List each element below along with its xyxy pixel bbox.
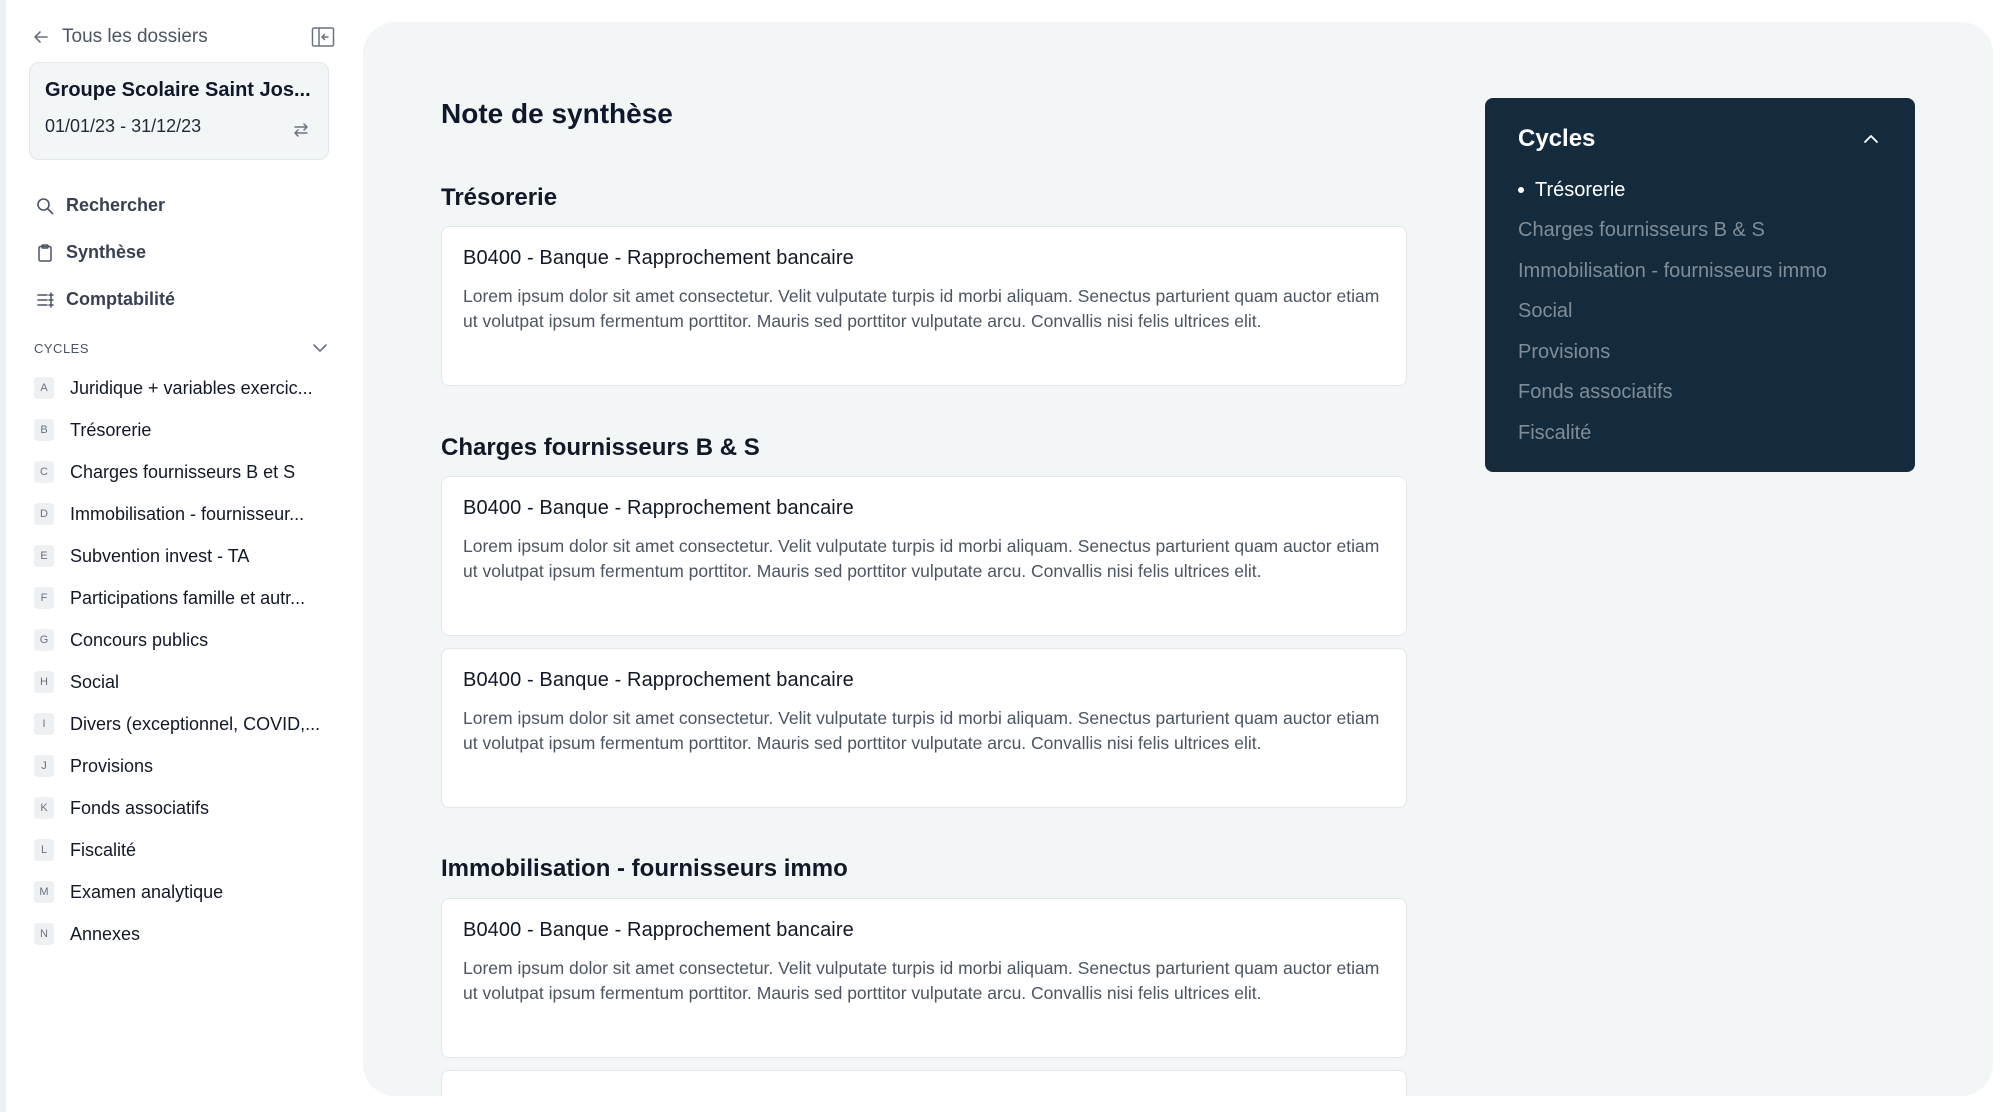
cycle-label: Annexes	[70, 923, 141, 944]
section-title-charges: Charges fournisseurs B & S	[441, 434, 760, 461]
cycle-letter-badge: K	[34, 797, 54, 819]
back-to-folders-link[interactable]	[30, 22, 336, 52]
toc-item-label: Provisions	[1518, 340, 1611, 363]
cycle-item-k[interactable]	[34, 787, 334, 829]
back-label: Tous les dossiers	[62, 26, 208, 47]
toc-item-tresorerie[interactable]	[1518, 170, 1882, 211]
sidebar	[6, 0, 356, 1112]
cycle-label: Social	[70, 671, 120, 692]
cycle-letter-badge: H	[34, 671, 54, 693]
cycle-item-d[interactable]	[34, 493, 334, 535]
note-card-title: B0400 - Banque - Rapprochement bancaire	[463, 919, 854, 941]
cycle-list	[34, 367, 334, 955]
main-content	[363, 22, 1993, 1096]
collapse-sidebar-icon[interactable]	[310, 24, 336, 50]
cycle-label: Charges fournisseurs B et S	[70, 461, 296, 482]
note-card-title: B0400 - Banque - Rapprochement bancaire	[463, 497, 854, 519]
note-card[interactable]	[441, 898, 1407, 1058]
nav-item-synthese[interactable]	[34, 229, 334, 276]
cycle-item-c[interactable]	[34, 451, 334, 493]
cycle-item-e[interactable]	[34, 535, 334, 577]
toc-item-label: Immobilisation - fournisseurs immo	[1518, 259, 1827, 282]
cycles-header-label: CYCLES	[34, 340, 90, 356]
cycle-letter-badge: A	[34, 377, 54, 399]
nav-item-search[interactable]	[34, 182, 334, 229]
cycle-letter-badge: M	[34, 881, 54, 903]
cycle-item-j[interactable]	[34, 745, 334, 787]
nav-label: Comptabilité	[66, 289, 176, 309]
toc-item-label: Social	[1518, 300, 1573, 323]
note-card[interactable]	[441, 476, 1407, 636]
current-file-card[interactable]	[29, 62, 329, 160]
clipboard-icon	[34, 242, 56, 264]
section-title-immobilisation: Immobilisation - fournisseurs immo	[441, 855, 848, 882]
file-dates: 01/01/23 - 31/12/23	[45, 116, 202, 136]
cycles-toc-panel	[1485, 98, 1915, 472]
nav-label: Rechercher	[66, 195, 166, 215]
cycle-letter-badge: D	[34, 503, 54, 525]
arrow-left-icon	[30, 26, 52, 48]
cycle-label: Subvention invest - TA	[70, 545, 250, 566]
cycle-letter-badge: I	[34, 713, 54, 735]
swap-icon[interactable]	[290, 119, 312, 141]
cycle-item-h[interactable]	[34, 661, 334, 703]
cycle-label: Immobilisation - fournisseur...	[70, 503, 305, 524]
cycle-label: Examen analytique	[70, 881, 224, 902]
cycle-label: Participations famille et autr...	[70, 587, 306, 608]
cycles-section-header[interactable]	[34, 337, 330, 359]
toc-item-label: Trésorerie	[1535, 178, 1626, 201]
toc-item-label: Fiscalité	[1518, 421, 1592, 444]
cycle-item-i[interactable]	[34, 703, 334, 745]
file-name: Groupe Scolaire Saint Jos...	[45, 79, 311, 101]
cycle-item-m[interactable]	[34, 871, 334, 913]
cycle-letter-badge: F	[34, 587, 54, 609]
nav-label: Synthèse	[66, 242, 147, 262]
cycle-letter-badge: G	[34, 629, 54, 651]
cycle-item-f[interactable]	[34, 577, 334, 619]
cycle-label: Provisions	[70, 755, 154, 776]
toc-item-fiscalite[interactable]	[1518, 413, 1882, 454]
toc-header[interactable]	[1518, 124, 1882, 154]
toc-item-provisions[interactable]	[1518, 332, 1882, 373]
cycle-letter-badge: C	[34, 461, 54, 483]
note-card-text: Lorem ipsum dolor sit amet consectetur. Velit vulputate turpis id morbi aliquam. Senectus parturient quam auctor etiam ut volutpat ipsum fermentum porttitor. Mauris sed porttitor vulputate arcu. Convallis nisi felis ultrices elit.	[463, 536, 1380, 581]
cycle-label: Trésorerie	[70, 419, 152, 440]
cycle-letter-badge: B	[34, 419, 54, 441]
cycle-item-b[interactable]	[34, 409, 334, 451]
list-icon	[34, 289, 56, 311]
cycle-item-n[interactable]	[34, 913, 334, 955]
cycle-label: Divers (exceptionnel, COVID,...	[70, 713, 321, 734]
cycle-letter-badge: N	[34, 923, 54, 945]
search-icon	[34, 195, 56, 217]
toc-item-charges[interactable]	[1518, 211, 1882, 252]
section-title-tresorerie: Trésorerie	[441, 184, 558, 211]
page-title: Note de synthèse	[441, 98, 673, 129]
toc-item-label: Charges fournisseurs B & S	[1518, 219, 1765, 242]
toc-item-social[interactable]	[1518, 292, 1882, 333]
cycle-item-g[interactable]	[34, 619, 334, 661]
note-card[interactable]	[441, 226, 1407, 386]
note-card[interactable]	[441, 648, 1407, 808]
active-bullet-icon	[1518, 187, 1524, 193]
cycle-label: Fiscalité	[70, 839, 137, 860]
note-card-title: B0400 - Banque - Rapprochement bancaire	[463, 669, 854, 691]
note-card-text: Lorem ipsum dolor sit amet consectetur. Velit vulputate turpis id morbi aliquam. Senectus parturient quam auctor etiam ut volutpat ipsum fermentum porttitor. Mauris sed porttitor vulputate arcu. Convallis nisi felis ultrices elit.	[463, 708, 1380, 753]
cycle-item-a[interactable]	[34, 367, 334, 409]
toc-title: Cycles	[1518, 125, 1596, 152]
note-card-title: B0400 - Banque - Rapprochement bancaire	[463, 247, 854, 269]
cycle-letter-badge: E	[34, 545, 54, 567]
cycle-letter-badge: L	[34, 839, 54, 861]
toc-item-immobilisation[interactable]	[1518, 251, 1882, 292]
note-card-partial[interactable]	[441, 1070, 1407, 1096]
note-card-text: Lorem ipsum dolor sit amet consectetur. Velit vulputate turpis id morbi aliquam. Senectus parturient quam auctor etiam ut volutpat ipsum fermentum porttitor. Mauris sed porttitor vulputate arcu. Convallis nisi felis ultrices elit.	[463, 958, 1380, 1003]
cycle-item-l[interactable]	[34, 829, 334, 871]
chevron-up-icon[interactable]	[1860, 128, 1882, 150]
cycle-label: Juridique + variables exercic...	[70, 377, 313, 398]
cycle-label: Concours publics	[70, 629, 209, 650]
toc-item-fonds-associatifs[interactable]	[1518, 373, 1882, 414]
note-card-text: Lorem ipsum dolor sit amet consectetur. Velit vulputate turpis id morbi aliquam. Senectus parturient quam auctor etiam ut volutpat ipsum fermentum porttitor. Mauris sed porttitor vulputate arcu. Convallis nisi felis ultrices elit.	[463, 286, 1380, 331]
sidebar-nav	[34, 182, 334, 323]
cycle-label: Fonds associatifs	[70, 797, 210, 818]
nav-item-comptabilite[interactable]	[34, 276, 334, 323]
toc-item-label: Fonds associatifs	[1518, 381, 1673, 404]
toc-list	[1518, 170, 1882, 454]
cycle-letter-badge: J	[34, 755, 54, 777]
chevron-down-icon[interactable]	[310, 338, 330, 358]
